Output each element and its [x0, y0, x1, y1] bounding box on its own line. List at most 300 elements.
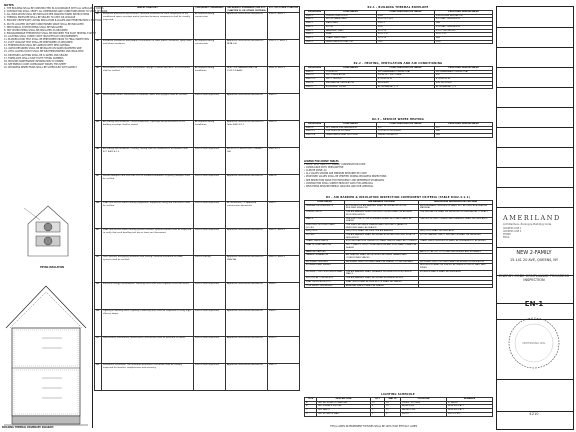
table-cell: Approved construction documents; NFPA 100 [226, 40, 268, 67]
note-line: 13. FENESTRATION SHALL BE LABELED WITH NFRC RATINGS [4, 44, 70, 48]
legend-line: • DEVIATIONS REQUIRE ENERGY ANALYSIS AND DOB APPROVAL [304, 184, 374, 188]
value-table [304, 66, 493, 89]
column-divider [92, 4, 93, 428]
note-line: 19. SEE ENERGY CODE COMPLIANCE TABLES THIS SHEET [4, 62, 67, 66]
table-cell: R-8/13 [377, 22, 435, 26]
table-cell: THE AIR BARRIER SHALL SEPARATE SHOWERS FROM EXTERIOR WALLS [345, 270, 419, 276]
table-cell: THE AIR BARRIER SHALL BE INSTALLED AT ANY EXPOSED EDGE OF INSULATION [345, 234, 419, 240]
drawing-title: ENERGY CODE COMPLIANCE PROGRESS INSPECTION [499, 274, 569, 283]
table-cell: Air sealing and insulation - visual inspection: Openings and penetrations in the building envelope shall be sealed. [102, 121, 194, 148]
envelope-row [305, 284, 493, 288]
table-cell: R-15/19 [377, 36, 435, 40]
table-cell: IB3 [95, 283, 102, 310]
table-cell: Approved construction documents [226, 364, 268, 391]
table-cell: RIM JOISTS [305, 230, 345, 234]
inspection-row [95, 94, 300, 121]
table-cell: MECHANICAL VENTILATION [325, 81, 377, 85]
table-cell: Prior to final inspection [194, 94, 226, 121]
note-line: 14. VAPOR RETARDER SHALL BE INSTALLED ON WARM-IN-WINTER SIDE [4, 47, 82, 51]
value-row [305, 40, 493, 44]
table-cell: R403.5.4 [305, 134, 325, 138]
table-cell: CRAWL SPACE WALL [325, 36, 377, 40]
table-cell: IA4 [95, 94, 102, 121]
building-section-diagram [2, 268, 88, 430]
table-cell: Fenestration thermal values and product ratings: U-factor and SHGC of fenestration shall be verified. [102, 67, 194, 94]
table-cell: LED EXTERIOR WALL [317, 412, 371, 416]
table-cell: 6 [371, 405, 385, 409]
column-header: DESCRIPTION [317, 398, 371, 402]
table-cell: WINDOWS, SKYLIGHTS AND DOORS [305, 223, 345, 229]
table-cell: R402.1 [305, 18, 325, 22]
company-logo [503, 214, 569, 239]
table-cell: DUCT INSULATION [325, 74, 377, 78]
inspection-row [95, 364, 300, 391]
column-header: PROVISION [305, 123, 325, 127]
inspection-row [95, 40, 300, 67]
table-cell: R403.7 [305, 85, 325, 89]
note-line: 3. ALL INSULATION SHALL BE INSTALLED PER MANUFACTURER INSTRUCTIONS [4, 13, 90, 17]
column-header: PROVISION [305, 11, 325, 15]
envelope-criteria-table [304, 200, 493, 288]
column-header: COMPONENT [325, 11, 377, 15]
table-cell: THE AIR BARRIER SHALL BE INSTALLED BEHIND BOXES [345, 277, 419, 281]
value-table-title: R2.2 - HEATING, VENTILATION AND AIR CONDITIONING [353, 62, 443, 65]
table-cell: D [305, 412, 317, 416]
table-cell: HVAC and service water heating equipment: Equipment sizing and efficiencies shall be verified. [102, 202, 194, 229]
table-cell: R404.1 [268, 283, 300, 310]
table-cell: R403.6 [268, 175, 300, 202]
table-cell: R303.1.1, R402.2 [268, 40, 300, 67]
table-cell: PHOTOCELL [447, 412, 493, 416]
general-notes [4, 4, 108, 194]
table-cell: R303.3 [268, 337, 300, 364]
table-cell: SHOWER / TUB ON EXTERIOR WALL [305, 270, 345, 276]
table-cell: Prior to final inspection [194, 175, 226, 202]
company-line: PHONE [503, 233, 511, 236]
note-line: 15. ATTIC ACCESS HATCH SHALL BE WEATHERSTRIPPED AND INSULATED [4, 50, 84, 54]
table-cell: LED RECESSED DOWNLIGHT [317, 401, 371, 405]
column-header: AIR BARRIER CRITERIA [345, 201, 419, 205]
table-cell: CONTROLS [325, 70, 377, 74]
table-cell: R-3 [435, 126, 493, 130]
table-cell: R-30 BATT INSULATION [435, 25, 493, 29]
table-cell: IA6 [95, 148, 102, 175]
table-cell: R401.3 [268, 364, 300, 391]
note-line: 20. PROGRESS INSPECTIONS SHALL BE SCHEDULED WITH AGENCY [4, 65, 78, 69]
table-cell: RIM JOISTS SHALL BE INSULATED [419, 230, 493, 234]
inspection-row [95, 67, 300, 94]
table-cell: REQUIRED [377, 81, 435, 85]
table-cell: R-49 BLOWN INSULATION [435, 14, 493, 18]
note-line: 9. PROGRAMMABLE THERMOSTAT SHALL BE PROVIDED FOR EACH HEATING SYSTEM [4, 31, 96, 35]
section-diagram-label: BUILDING THERMAL BOUNDARY DIAGRAM [2, 426, 54, 429]
table-cell: SLAB [325, 33, 377, 37]
note-line: 18. PROVIDE MAINTENANCE INFORMATION TO OWNER [4, 59, 64, 63]
notes-header: NOTES [4, 4, 14, 7]
table-cell: Insulation placement and R-values: Installed insulation for each component of the conditioned space envelope and at junctions between components shall be visually inspected. [102, 13, 194, 40]
legend-line: • CONTRACTOR SHALL SUBMIT PRODUCT DATA FOR APPROVAL [304, 181, 373, 185]
table-cell: THE SPACE BETWEEN FRAMING AND SKYLIGHTS, JAMBS OF WINDOWS SHALL BE SEALED [345, 223, 419, 229]
table-cell: R-30 [377, 25, 435, 29]
table-cell: PLUMBING AND WIRING [305, 264, 345, 270]
table-cell: R-15/19 [377, 29, 435, 33]
table-cell: R403.3 [305, 74, 325, 78]
table-cell: R404.1 [268, 310, 300, 337]
table-cell: ACCA MANUAL J / S [435, 85, 493, 89]
table-cell: DRAIN WATER HEAT RECOVERY [325, 134, 377, 138]
table-cell: WALLS [305, 217, 345, 223]
note-line: 1. THE BUILDING SHALL BE CONSTRUCTED IN ACCORDANCE WITH ALL APPLICABLE CODES [4, 7, 104, 11]
table-cell: R403.5.1 [305, 130, 325, 134]
table-cell: R-3 [377, 126, 435, 130]
table-cell: HOT WATER PIPE INSULATION [325, 126, 377, 130]
table-cell: As required during construction [194, 13, 226, 40]
table-cell: HVAC and service water heating system controls: System controls shall be inspected to verify that each dwelling unit has at least one thermostat. [102, 229, 194, 256]
table-cell: Permanent certificate: The insulation permanent certificate shall be visually inspected for location, completeness and accuracy. [102, 364, 194, 391]
table-cell: Prior to final inspection [194, 364, 226, 391]
table-cell: R-15 CONTINUOUS [435, 29, 493, 33]
table-cell: ELECTRICAL / PHONE BOX [305, 277, 345, 281]
table-cell: Approved construction documents [226, 175, 268, 202]
table-cell: BATTS TO BE CUT TO FIT AROUND WIRING AND PLUMBING [419, 250, 493, 254]
table-cell: IB4 [95, 310, 102, 337]
table-cell: R402.1 [305, 25, 325, 29]
inspection-table [94, 6, 300, 391]
table-cell: Prior to final inspection [194, 337, 226, 364]
table-cell: 0.30 [435, 40, 493, 44]
table-cell: R-21 BATT INSULATION [435, 18, 493, 22]
table-cell: THE INSULATION SHALL BE INSTALLED IN SUBSTANTIAL CONTACT [419, 211, 493, 217]
envelope-table-title: R3 - AIR BARRIER & INSULATION INSPECTION COMPONENT CRITERIA (TABLE R402.4.1.1) [325, 196, 470, 199]
table-cell: Approved construction documents [226, 94, 268, 121]
table-cell: DUCT SHAFTS, UTILITY PENETRATIONS AND FLUE SHAFTS SHALL BE SEALED [345, 244, 419, 250]
column-header: COMPONENT [325, 67, 377, 71]
table-cell: Approved construction documents [226, 337, 268, 364]
table-cell: GARAGE SEPARATION [305, 254, 345, 260]
table-cell: N/A [435, 134, 493, 138]
table-cell: HVAC REGISTER BOOTS [305, 280, 345, 284]
column-header: INSPECTION/TEST [102, 7, 194, 13]
table-cell: AIR SEALING SHALL BE PROVIDED BETWEEN GARAGE AND CONDITIONED SPACES [345, 254, 419, 260]
note-line: 7. MECHANICAL SYSTEM PIPING SHALL BE INSULATED [4, 25, 63, 29]
table-cell: N/A [435, 36, 493, 40]
table-cell: 4 CFM/100 SF [435, 78, 493, 82]
table-cell: HIGH EFFICACY [447, 409, 493, 413]
table-cell: 3 [371, 409, 385, 413]
note-line: 10. LIGHTING SHALL COMPLY WITH HIGH-EFFICACY REQUIREMENTS [4, 34, 78, 38]
column-header: COMPONENT [325, 123, 377, 127]
table-cell: Lighting in dwelling units: Lighting in dwelling units shall be inspected to verify high-efficacy lamps. [102, 310, 194, 337]
table-cell: ACCA MANUAL J / S [377, 85, 435, 89]
note-line: 5. PROVIDE CERTIFICATE LISTING INSULATION R-VALUES AND FENESTRATION U-FACTORS [4, 19, 101, 23]
table-cell: C [305, 409, 317, 413]
note-line: 8. HOT WATER PIPING SHALL BE INSULATED AS REQUIRED [4, 28, 68, 32]
table-cell: SHAFTS, PENETRATIONS [305, 244, 345, 250]
table-cell: FLOORS [305, 234, 345, 240]
table-cell: 10 [385, 401, 401, 405]
table-cell: Approved construction documents; SMACNA [226, 256, 268, 283]
table-cell: IA3 [95, 67, 102, 94]
legend-line: • SEE INSPECTION TABLE FOR FREQUENCY AND REFERENCE STANDARDS [304, 178, 385, 182]
legend-line: • CLIMATE ZONE: 4A [304, 169, 327, 173]
company-subtitle: Architecture, Zoning & Building Code [503, 223, 552, 226]
table-cell: B [305, 405, 317, 409]
column-header: QTY [371, 398, 385, 402]
note-line: 16. RECESSED LIGHTING SHALL BE IC-RATED AND SEALED [4, 53, 68, 57]
table-cell: FLOOR FRAMING CAVITY INSULATION SHALL BE INSTALLED [419, 234, 493, 240]
table-cell: CIRCULATION SYSTEMS [325, 130, 377, 134]
table-cell: R402.4, R402.3 [268, 67, 300, 94]
table-cell: IB6 [95, 364, 102, 391]
table-cell: 4 CFM/100 SF [377, 78, 435, 82]
table-cell: 9 [385, 412, 401, 416]
table-cell: As required during installation [194, 121, 226, 148]
table-cell: R402.1 [305, 36, 325, 40]
value-table-title: R2.3 - SERVICE WATER HEATING [371, 118, 425, 121]
table-cell: R403.1 [305, 70, 325, 74]
table-cell: FENESTRATION U-FACTOR [325, 40, 377, 44]
value-row [305, 134, 493, 138]
table-cell: Prior to closing [194, 256, 226, 283]
table-cell: WOOD FRAME WALL [325, 18, 377, 22]
note-line: 17. FIREPLACES SHALL HAVE TIGHT FITTING DAMPERS [4, 56, 64, 60]
lighting-table [304, 397, 493, 417]
table-cell: IA8 [95, 202, 102, 229]
table-cell: BATHROOMS [401, 409, 447, 413]
column-header: COMPONENT [305, 201, 345, 205]
table-cell: N/A [435, 130, 493, 134]
column-header: INSULATION INSTALLATION CRITERIA [419, 201, 493, 205]
notes-list [4, 7, 108, 69]
table-cell: IB1 [95, 229, 102, 256]
table-cell: R402.1 [305, 29, 325, 33]
table-cell: R403.1, R403.5 [268, 229, 300, 256]
table-cell: LIVING / KITCHEN [401, 401, 447, 405]
column-header: ECC OR OTHER CITATION [268, 7, 300, 13]
table-cell: IC RATED [447, 401, 493, 405]
table-cell: IA5 [95, 121, 102, 148]
lighting-footer: TOTAL LAMPS IN PERMANENT FIXTURES SHALL BE 100% HIGH EFFICACY LAMPS [330, 425, 418, 428]
table-cell: R-49 [377, 14, 435, 18]
value-table [304, 10, 493, 44]
inspection-row [95, 256, 300, 283]
table-cell: R402.1 [305, 22, 325, 26]
table-cell: CRAWL SPACE INSULATION SHALL BE PERMANENTLY ATTACHED [419, 240, 493, 244]
table-cell: Prior to final inspection [194, 283, 226, 310]
table-cell: R402.3 [268, 94, 300, 121]
table-cell: R-20 OR 13+5 [377, 18, 435, 22]
column-header: CODE PRESCRIPTIVE VALUE [377, 123, 435, 127]
table-cell: R-10, 2 FT [435, 33, 493, 37]
company-name: AMERILAND [503, 214, 561, 222]
inspection-row [95, 121, 300, 148]
table-cell: R402.1 [305, 33, 325, 37]
column-header: REFERENCE STANDARD (SEE ECC CHAPTER 5) OR OTHER CRITERIA [227, 7, 266, 12]
table-cell: THE JUNCTION OF THE FOUNDATION AND SILL PLATE SHALL BE SEALED [345, 217, 419, 223]
note-line: 6. DUCTS LOCATED OUTSIDE CONDITIONED SPACE SHALL BE INSULATED [4, 22, 84, 26]
table-cell: Fenestration areas: Dimensions of windows, doors and skylights shall be verified. [102, 94, 194, 121]
note-line: 11. BLOWER DOOR TEST SHALL BE PERFORMED PRIOR TO FINAL INSPECTION [4, 38, 89, 42]
table-cell: IB5 [95, 337, 102, 364]
column-header: WATTS [385, 398, 401, 402]
inspection-row [95, 148, 300, 175]
value-table-title: R2.1 - BUILDING THERMAL ENVELOPE [367, 6, 429, 9]
lighting-table-title: LIGHTING SCHEDULE [381, 393, 415, 396]
table-cell: CRAWL SPACE WALLS [305, 240, 345, 244]
table-cell: Approved construction documents [226, 310, 268, 337]
table-cell: ANNULAR SPACES SHALL BE SEALED [345, 284, 419, 288]
table-cell: As required during construction [194, 40, 226, 67]
table-cell: PROGRAMMABLE THERMOSTAT [377, 70, 435, 74]
column-header: FREQUENCY (MINIMUM) [194, 7, 226, 13]
table-cell: Electrical energy consumption: Dwelling units shall have separate electrical meter. [102, 283, 194, 310]
table-cell: PROGRAMMABLE THERMOSTAT [435, 70, 493, 74]
table-cell: LED SURFACE FIXTURE [317, 405, 371, 409]
lighting-row [305, 412, 493, 416]
table-cell: R403.2, R403.3 [268, 256, 300, 283]
table-cell: CAVITIES WITHIN CORNERS AND HEADERS SHALL BE INSULATED [419, 217, 493, 223]
table-cell: Prior to final inspection [194, 310, 226, 337]
table-cell: A [305, 401, 317, 405]
table-cell: HIGH EFFICACY [447, 405, 493, 409]
table-cell: Approved construction documents; Table R402.4.1.1 [226, 121, 268, 148]
table-cell: 12 [385, 409, 401, 413]
table-cell: Duct, plenum and piping insulation and sealing: Installed insulation for HVAC systems shall be verified. [102, 256, 194, 283]
inspection-row [95, 229, 300, 256]
table-cell: A CONTINUOUS AIR BARRIER SHALL BE INSTALLED IN THE BUILDING ENVELOPE [345, 204, 419, 210]
table-cell: 0.32 [377, 40, 435, 44]
table-cell: 15 [385, 405, 401, 409]
table-cell: 2 [371, 412, 385, 416]
table-cell: IA1 [95, 13, 102, 40]
table-cell: IB2 [95, 256, 102, 283]
table-cell: FLOOR [325, 25, 377, 29]
table-cell: HVAC SUPPLY AND RETURN BOOTS SHALL BE SEALED [345, 280, 419, 284]
table-cell: ERV PROVIDED [435, 81, 493, 85]
table-cell: R-8 ATTIC / R-6 OTHER [377, 74, 435, 78]
table-cell: Prior to final inspection [194, 202, 226, 229]
project-address: 15-141 20 AVE, QUEENS, NY [509, 258, 559, 262]
piping-detail-label: PIPING INSULATION [40, 266, 65, 269]
piping-insulation-detail [18, 200, 78, 264]
inspection-row [95, 175, 300, 202]
table-cell: EQUIPMENT SIZING [325, 85, 377, 89]
table-cell: Approved construction documents [226, 229, 268, 256]
legend-list [304, 163, 492, 188]
table-cell: RIM JOISTS SHALL INCLUDE THE AIR BARRIER [345, 230, 419, 234]
table-cell: R303.1, R402.1 [268, 13, 300, 40]
table-cell: Prior to final inspection [194, 229, 226, 256]
inspection-row [95, 310, 300, 337]
note-line: 2. CONTRACTOR SHALL VERIFY ALL DIMENSIONS AND CONDITIONS PRIOR TO START OF WORK [4, 10, 108, 14]
table-cell: EXPOSED EARTH IN UNVENTED CRAWL SPACES SHALL BE COVERED [345, 240, 419, 244]
legend-title: LEGEND FOR ABOVE TABLES [304, 160, 339, 163]
table-cell: Approved construction documents [226, 283, 268, 310]
table-cell: GENERAL REQUIREMENTS [305, 204, 345, 210]
legend-line: • CODE: NEW YORK CITY ENERGY CONSERVATION CODE [304, 163, 366, 167]
table-cell: 12 [371, 401, 385, 405]
table-cell: ASTM E779, ASTM E1827, RESNET 380 [226, 148, 268, 175]
column-header: PROVISION [305, 67, 325, 71]
table-cell: MASS WALL [325, 22, 377, 26]
value-row [305, 85, 493, 89]
value-table [304, 122, 493, 138]
table-cell: IA2 [95, 40, 102, 67]
table-cell: Prior to final inspection [194, 148, 226, 175]
legend-block [304, 160, 492, 194]
table-cell: DUCT TESTING [325, 78, 377, 82]
table-cell: R403.6 [305, 81, 325, 85]
table-cell: As required during installation [194, 67, 226, 94]
table-cell: N/A [435, 22, 493, 26]
legend-line: • ALL VALUES SHOWN ARE MINIMUM REQUIRED BY CODE [304, 172, 367, 176]
column-header: CODE PRESCRIPTIVE VALUE [377, 11, 435, 15]
table-cell: CONCEALED SPRINKLERS [305, 284, 345, 288]
inspection-row [95, 337, 300, 364]
table-cell: AIR-PERMEABLE INSULATION SHALL NOT BE USED AS A SEALING MATERIAL [419, 204, 493, 210]
table-cell: Insulation installation and product verification for foam plastic insulation, spray foam and blown insulation. [102, 40, 194, 67]
table-cell: Shutoff dampers: Not less than 20% of installed automatic or gravity dampers shall be verified. [102, 175, 194, 202]
table-cell: EXTERIOR WALLS SHALL BE INSULATED [419, 270, 493, 276]
table-cell: NFRC 100, AAMA/WDMA/CSA 101/I.S.2/A440 [226, 67, 268, 94]
table-cell: R-10, 2 FT [377, 33, 435, 37]
drawing-number: EN-1 [524, 300, 544, 308]
table-cell: BASEMENT WALL [325, 29, 377, 33]
inspection-row [95, 202, 300, 229]
table-cell: RECESSED LIGHT FIXTURES SHALL BE BURIED IN INSULATION [419, 260, 493, 264]
table-cell: R402.1 [305, 14, 325, 18]
table-cell: CEILING (FLAT ROOF) [325, 14, 377, 18]
table-cell: Air sealing and insulation - testing: Testing shall be conducted in accordance with ECC R402.4.1.2. [102, 148, 194, 175]
table-cell: R403.3.3 [305, 78, 325, 82]
column-header: PROPOSED DESIGN VALUE [435, 67, 493, 71]
table-cell: CONTROLS REQUIRED [377, 130, 435, 134]
column-header: PROPOSED DESIGN VALUE [435, 11, 493, 15]
table-cell: R-8 [435, 74, 493, 78]
table-cell: WHERE INSTALLED [377, 134, 435, 138]
table-cell: BEDROOMS [401, 405, 447, 409]
column-header: LOCATION [401, 398, 447, 402]
table-cell: R402.4.1.2 [268, 148, 300, 175]
inspection-row [95, 13, 300, 40]
company-line: ADDRESS LINE 2 [503, 230, 522, 233]
table-cell [419, 284, 493, 288]
column-header: CODE PRESCRIPTIVE VALUE [377, 67, 435, 71]
sheet-number: 4210 [529, 412, 539, 416]
legend-line: • PROPOSED VALUES SHALL BE VERIFIED DURING PROGRESS INSPECTIONS [304, 175, 387, 179]
seal-text: PROFESSIONAL SEAL [522, 342, 546, 345]
note-line: 12. DUCT LEAKAGE TEST SHALL BE PERFORMED AS REQUIRED [4, 41, 73, 45]
note-line: 4. THERMAL ENVELOPE SHALL BE SEALED TO LIMIT AIR LEAKAGE [4, 16, 76, 20]
column-header: TYPE [305, 398, 317, 402]
company-contact [503, 227, 569, 239]
table-cell: NARROW CAVITIES [305, 250, 345, 254]
table-cell: RECESSED LIGHTING [305, 260, 345, 264]
company-line: EMAIL [503, 236, 510, 239]
table-cell: Maintenance information: Maintenance instructions shall be provided to owner. [102, 337, 194, 364]
table-cell: R402.4 [268, 121, 300, 148]
table-cell: IA7 [95, 175, 102, 202]
project-title: NEW 2-FAMILY [516, 250, 552, 256]
table-cell: THE AIR BARRIER IN ANY DROPPED CEILING SHALL BE ALIGNED WITH INSULATION [345, 211, 419, 217]
table-cell: RECESSED LIGHT FIXTURES SHALL BE SEALED TO THE DRYWALL [345, 260, 419, 264]
column-header: PROPOSED DESIGN VALUE [435, 123, 493, 127]
legend-line: • COMPLIANCE PATH: PRESCRIPTIVE [304, 166, 344, 170]
column-header: REMARKS [447, 398, 493, 402]
table-cell: R403.5 [305, 126, 325, 130]
table-cell: CEILING / ATTIC [305, 211, 345, 217]
table-cell: INSULATION SHALL BE PLACED BETWEEN EXTERIOR WALL AND PIPING [419, 264, 493, 270]
